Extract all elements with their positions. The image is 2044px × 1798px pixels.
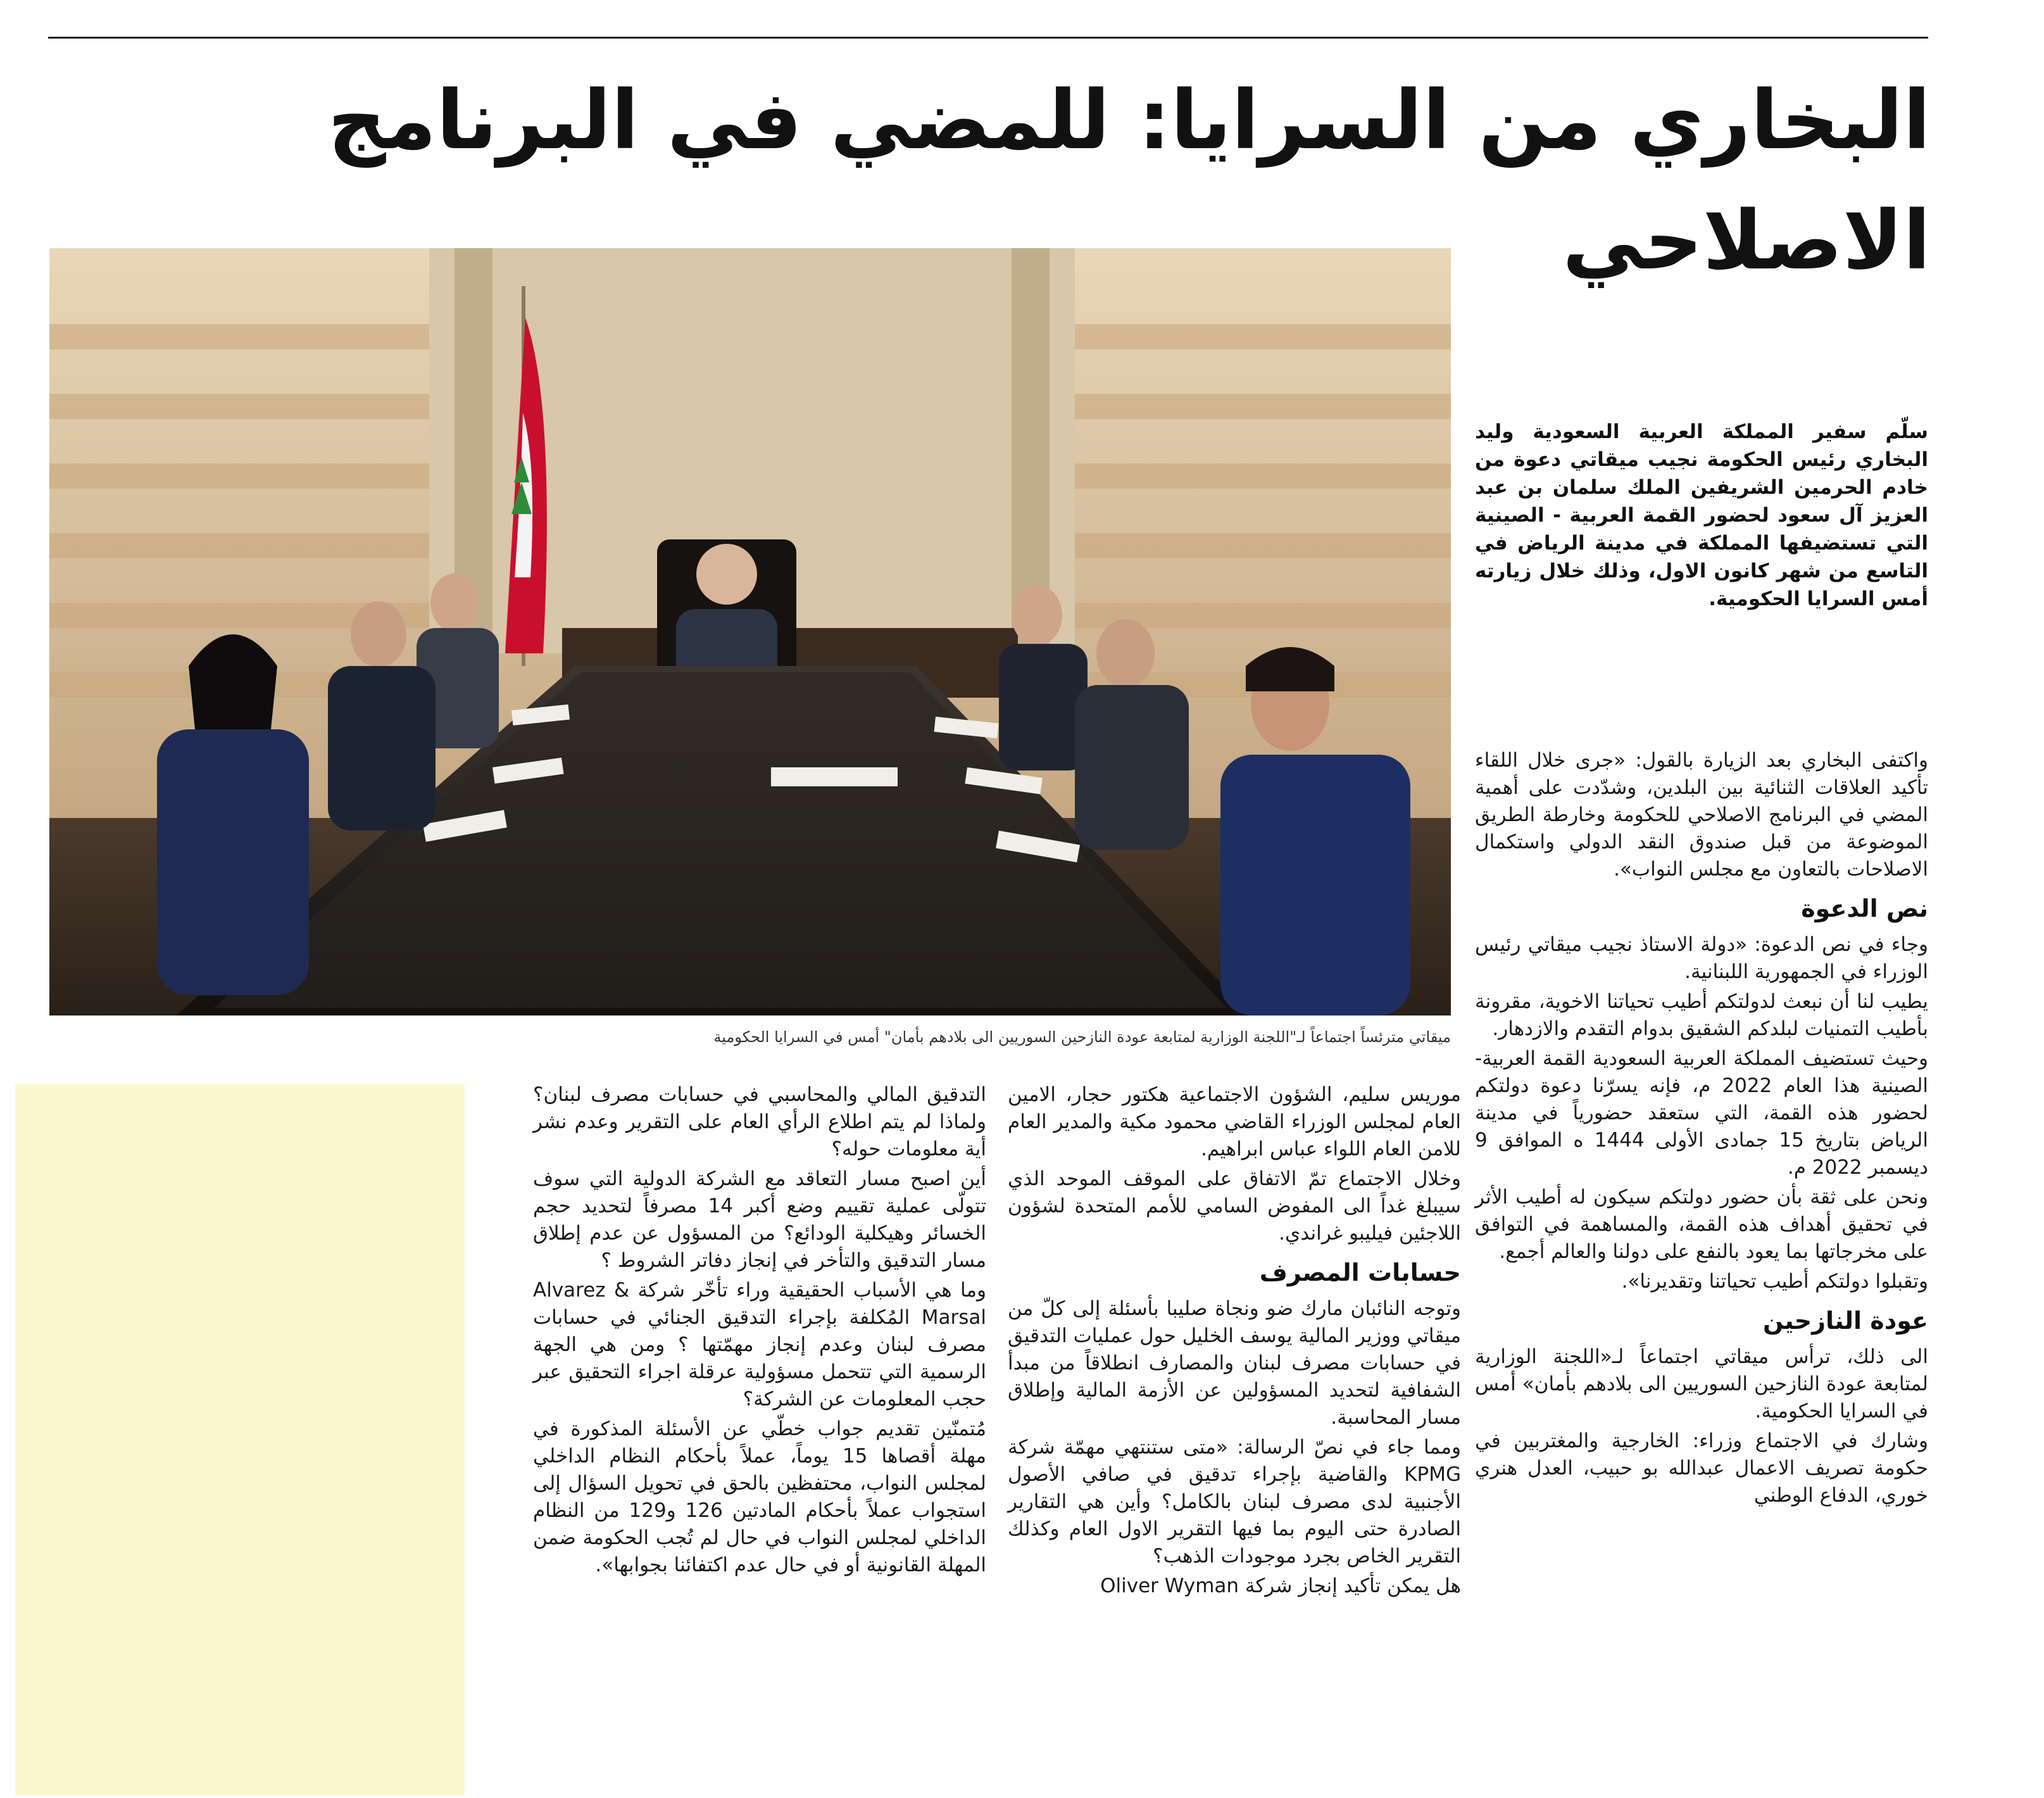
advertisement-placeholder <box>15 1084 465 1795</box>
paragraph: وما هي الأسباب الحقيقية وراء تأخّر شركة Alvarez & Marsal المُكلفة بإجراء التدقيق الجنائي في حسابات مصرف لبنان وعدم إنجاز مهمّتها ؟ ومن هي الجهة الرسمية التي تتحمل مسؤولية عرقلة اجراء التحقيق عبر حجب المعلومات عن الشركة؟ <box>533 1279 986 1411</box>
paragraph: أين اصبح مسار التعاقد مع الشركة الدولية التي سوف تتولّى عملية تقييم وضع أكبر 14 مصرفاً لتحديد حجم الخسائر وهيكلية الودائع؟ من المسؤول عن عدم إطلاق مسار التدقيق والتأخر في إنجاز دفاتر الشروط ؟ <box>533 1167 986 1272</box>
paragraph: واكتفى البخاري بعد الزيارة بالقول: «جرى خلال اللقاء تأكيد العلاقات الثنائية بين البلدين، وشدّدت على أهمية المضي في البرنامج الاصلاحي للحكومة وخارطة الطريق الموضوعة من قبل صندوق النقد الدولي واستكمال الاصلاحات بالتعاون مع مجلس النواب». <box>1475 749 1928 881</box>
paragraph: يطيب لنا أن نبعث لدولتكم أطيب تحياتنا الاخوية، مقرونة بأطيب التمنيات لبلدكم الشقيق بدوام التقدم والازدهار. <box>1475 990 1928 1040</box>
subheading-refugees-return: عودة النازحين <box>1763 1307 1928 1335</box>
paragraph: وتوجه النائبان مارك ضو ونجاة صليبا بأسئلة إلى كلّ من ميقاتي ووزير المالية يوسف الخليل حول عمليات التدقيق في حسابات مصرف لبنان والمصارف انطلاقاً من مبدأ الشفافية لتحديد المسؤولين عن الأزمة المالية وإطلاق مسار المحاسبة. <box>1008 1297 1461 1429</box>
paragraph: ونحن على ثقة بأن حضور دولتكم سيكون له أطيب الأثر في تحقيق أهداف هذه القمة، والمساهمة في التوافق على مخرجاتها بما يعود بالنفع على دولنا والعالم أجمع. <box>1475 1186 1928 1263</box>
paragraph: وخلال الاجتماع تمّ الاتفاق على الموقف الموحد الذي سيبلغ غداً الى المفوض السامي للأمم المتحدة لشؤون اللاجئين فيليبو غراندي. <box>1008 1167 1461 1245</box>
headline: البخاري من السرايا: للمضي في البرنامج الاصلاحي <box>327 73 1931 288</box>
meeting-photo <box>49 248 1451 1015</box>
column-right <box>1475 747 1928 1512</box>
paragraph: وجاء في نص الدعوة: «دولة الاستاذ نجيب ميقاتي رئيس الوزراء في الجمهورية اللبنانية. <box>1475 933 1928 983</box>
subheading-bank-accounts: حسابات المصرف <box>1259 1259 1461 1286</box>
paragraph: الى ذلك، ترأس ميقاتي اجتماعاً لـ«اللجنة الوزارية لمتابعة عودة النازحين السوريين الى بلادهم بأمان» أمس في السرايا الحكومية. <box>1475 1345 1928 1423</box>
lead-paragraph: سلّم سفير المملكة العربية السعودية وليد البخاري رئيس الحكومة نجيب ميقاتي دعوة من خادم الحرمين الشريفين الملك سلمان بن عبد العزيز آل سعود لحضور القمة العربية - الصينية التي تستضيفها المملكة في مدينة الرياض في التاسع من شهر كانون الاول، وذلك خلال زيارته أمس السرايا الحكومية. <box>1475 420 1928 610</box>
column-left <box>533 1081 986 1581</box>
paragraph: التدقيق المالي والمحاسبي في حسابات مصرف لبنان؟ ولماذا لم يتم اطلاع الرأي العام على التقرير وعدم نشر أية معلومات حوله؟ <box>533 1083 986 1160</box>
paragraph: وحيث تستضيف المملكة العربية السعودية القمة العربية-الصينية هذا العام 2022 م، فإنه يسرّنا دعوة دولتكم لحضور هذه القمة، التي ستعقد حضورياً في مدينة الرياض بتاريخ 15 جمادى الأولى 1444 ه الموافق 9 ديسمبر 2022 م. <box>1475 1047 1929 1179</box>
photo-caption: ميقاتي مترئساً اجتماعاً لـ"اللجنة الوزارية لمتابعة عودة النازحين السوريين الى بلادهم بأمان" أمس في السرايا الحكومية <box>713 1028 1451 1046</box>
subheading-invitation: نص الدعوة <box>1801 895 1928 922</box>
paragraph: وتقبلوا دولتكم أطيب تحياتنا وتقديرنا». <box>1621 1270 1928 1293</box>
top-rule <box>48 37 1928 39</box>
paragraph: ومما جاء في نصّ الرسالة: «متى ستنتهي مهمّة شركة KPMG والقاضية بإجراء تدقيق في صافي الأصول الأجنبية لدى مصرف لبنان بالكامل؟ وأين هي التقارير الصادرة حتى اليوم بما فيها التقرير الاول العام وكذلك التقرير الخاص بجرد موجودات الذهب؟ <box>1008 1436 1461 1568</box>
paragraph: موريس سليم، الشؤون الاجتماعية هكتور حجار، الامين العام لمجلس الوزراء القاضي محمود مكية والمدير العام للامن العام اللواء عباس ابراهيم. <box>1008 1083 1461 1160</box>
paragraph: مُتمنّين تقديم جواب خطّي عن الأسئلة المذكورة في مهلة أقصاها 15 يوماً، عملاً بأحكام النظام الداخلي لمجلس النواب، محتفظين بالحق في تحويل السؤال إلى استجواب عملاً بأحكام المادتين 126 و129 من النظام الداخلي لمجلس النواب في حال لم تُجب الحكومة ضمن المهلة القانونية أو في حال عدم اكتفائنا بجوابها». <box>533 1418 986 1576</box>
paragraph: هل يمكن تأكيد إنجاز شركة Oliver Wyman <box>1100 1575 1461 1597</box>
column-middle <box>1008 1081 1461 1602</box>
paragraph: وشارك في الاجتماع وزراء: الخارجية والمغتربين في حكومة تصريف الاعمال عبدالله بو حبيب، العدل هنري خوري، الدفاع الوطني <box>1475 1430 1928 1507</box>
